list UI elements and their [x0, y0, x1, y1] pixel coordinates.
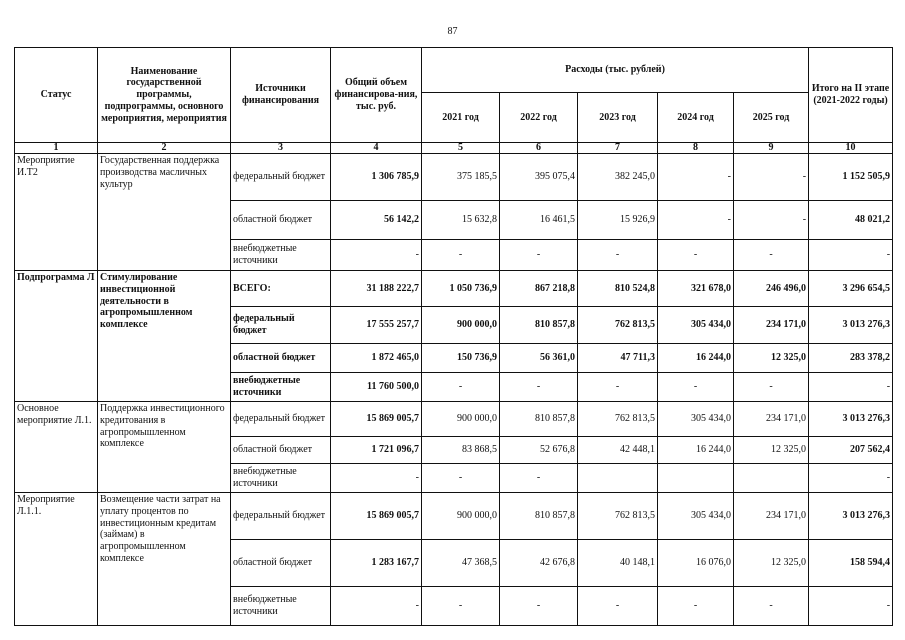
financing-table	[14, 47, 893, 626]
year-2021-cell: 900 000,0	[422, 307, 500, 344]
stage-total-cell: 3 013 276,3	[809, 493, 893, 540]
year-2023-cell: 382 245,0	[578, 154, 658, 201]
year-2021-cell: -	[422, 587, 500, 626]
year-2021-cell: 375 185,5	[422, 154, 500, 201]
total-cell: 1 721 096,7	[331, 437, 422, 464]
table-row	[15, 493, 893, 540]
total-cell: 1 872 465,0	[331, 344, 422, 373]
total-cell: -	[331, 587, 422, 626]
program-name-cell: Поддержка инвестиционного кредитования в агропромышленном комплексе	[98, 402, 231, 493]
year-2025-cell: -	[734, 154, 809, 201]
column-number: 2	[98, 143, 231, 154]
year-2022-cell: 810 857,8	[500, 493, 578, 540]
source-cell: федеральный бюджет	[231, 493, 331, 540]
table-row	[15, 271, 893, 307]
year-2024-cell: 305 434,0	[658, 402, 734, 437]
header-expenses: Расходы (тыс. рублей)	[422, 48, 809, 93]
header-program-name: Наименование государственной программы, подпрограммы, основного мероприятия, мероприятия	[98, 48, 231, 143]
total-cell: -	[331, 464, 422, 493]
year-2023-cell: 15 926,9	[578, 201, 658, 240]
year-2021-cell: 47 368,5	[422, 540, 500, 587]
year-2023-cell: 40 148,1	[578, 540, 658, 587]
program-name-cell: Государственная поддержка производства масличных культур	[98, 154, 231, 271]
year-2024-cell: -	[658, 587, 734, 626]
year-2024-cell: -	[658, 154, 734, 201]
source-cell: федеральный бюджет	[231, 402, 331, 437]
column-number: 3	[231, 143, 331, 154]
year-2021-cell: 900 000,0	[422, 493, 500, 540]
year-2021-cell: -	[422, 240, 500, 271]
year-2024-cell: 305 434,0	[658, 493, 734, 540]
year-2024-cell: -	[658, 240, 734, 271]
column-number-row	[15, 143, 893, 154]
year-2024-cell: 16 244,0	[658, 344, 734, 373]
column-number: 9	[734, 143, 809, 154]
year-2025-cell: 234 171,0	[734, 493, 809, 540]
header-row	[15, 48, 893, 93]
year-2025-cell: 12 325,0	[734, 437, 809, 464]
year-2024-cell	[658, 464, 734, 493]
header-year: 2021 год	[422, 93, 500, 143]
source-cell: областной бюджет	[231, 201, 331, 240]
page-number: 87	[447, 26, 458, 37]
table-row	[15, 154, 893, 201]
header-status: Статус	[15, 48, 98, 143]
source-cell: областной бюджет	[231, 437, 331, 464]
program-name-cell: Возмещение части затрат на уплату процентов по инвестиционным кредитам (займам) в агропромышленном комплексе	[98, 493, 231, 626]
year-2023-cell: -	[578, 240, 658, 271]
header-year: 2023 год	[578, 93, 658, 143]
year-2025-cell: 12 325,0	[734, 344, 809, 373]
year-2025-cell: -	[734, 587, 809, 626]
total-cell: 56 142,2	[331, 201, 422, 240]
year-2023-cell: -	[578, 373, 658, 402]
stage-total-cell: -	[809, 240, 893, 271]
year-2023-cell: 762 813,5	[578, 493, 658, 540]
year-2024-cell: -	[658, 201, 734, 240]
year-2025-cell: 234 171,0	[734, 307, 809, 344]
year-2022-cell: 16 461,5	[500, 201, 578, 240]
year-2021-cell: 83 868,5	[422, 437, 500, 464]
stage-total-cell: -	[809, 587, 893, 626]
header-total: Общий объем финансирова-ния, тыс. руб.	[331, 48, 422, 143]
total-cell: 17 555 257,7	[331, 307, 422, 344]
stage-total-cell: 158 594,4	[809, 540, 893, 587]
column-number: 1	[15, 143, 98, 154]
column-number: 7	[578, 143, 658, 154]
year-2023-cell: 810 524,8	[578, 271, 658, 307]
stage-total-cell: -	[809, 373, 893, 402]
stage-total-cell: 3 013 276,3	[809, 402, 893, 437]
year-2023-cell: 762 813,5	[578, 307, 658, 344]
header-year: 2024 год	[658, 93, 734, 143]
source-cell: областной бюджет	[231, 344, 331, 373]
source-cell: федеральный бюджет	[231, 307, 331, 344]
year-2024-cell: 16 244,0	[658, 437, 734, 464]
year-2021-cell: 15 632,8	[422, 201, 500, 240]
year-2024-cell: -	[658, 373, 734, 402]
year-2025-cell: -	[734, 240, 809, 271]
source-cell: областной бюджет	[231, 540, 331, 587]
table-row	[15, 402, 893, 437]
column-number: 4	[331, 143, 422, 154]
total-cell: 15 869 005,7	[331, 493, 422, 540]
year-2023-cell: 762 813,5	[578, 402, 658, 437]
status-cell: Мероприятие И.Т2	[15, 154, 98, 271]
year-2025-cell: -	[734, 373, 809, 402]
year-2022-cell: 395 075,4	[500, 154, 578, 201]
status-cell: Мероприятие Л.1.1.	[15, 493, 98, 626]
stage-total-cell: 48 021,2	[809, 201, 893, 240]
year-2024-cell: 16 076,0	[658, 540, 734, 587]
year-2021-cell: -	[422, 464, 500, 493]
year-2024-cell: 321 678,0	[658, 271, 734, 307]
year-2025-cell: 234 171,0	[734, 402, 809, 437]
year-2025-cell	[734, 464, 809, 493]
stage-total-cell: 3 013 276,3	[809, 307, 893, 344]
stage-total-cell: 283 378,2	[809, 344, 893, 373]
column-number: 8	[658, 143, 734, 154]
year-2025-cell: -	[734, 201, 809, 240]
total-cell: 11 760 500,0	[331, 373, 422, 402]
status-cell: Подпрограмма Л	[15, 271, 98, 402]
year-2022-cell: 810 857,8	[500, 307, 578, 344]
source-cell: внебюджетные источники	[231, 587, 331, 626]
stage-total-cell: 3 296 654,5	[809, 271, 893, 307]
header-year: 2025 год	[734, 93, 809, 143]
year-2024-cell: 305 434,0	[658, 307, 734, 344]
year-2022-cell: -	[500, 240, 578, 271]
source-cell: внебюджетные источники	[231, 373, 331, 402]
source-cell: внебюджетные источники	[231, 464, 331, 493]
year-2022-cell: -	[500, 587, 578, 626]
year-2023-cell: 42 448,1	[578, 437, 658, 464]
year-2021-cell: 900 000,0	[422, 402, 500, 437]
program-name-cell: Стимулирование инвестиционной деятельности в агропромышленном комплексе	[98, 271, 231, 402]
total-cell: -	[331, 240, 422, 271]
year-2022-cell: -	[500, 464, 578, 493]
year-2023-cell	[578, 464, 658, 493]
column-number: 5	[422, 143, 500, 154]
total-cell: 1 283 167,7	[331, 540, 422, 587]
stage-total-cell: -	[809, 464, 893, 493]
column-number: 10	[809, 143, 893, 154]
stage-total-cell: 207 562,4	[809, 437, 893, 464]
total-cell: 31 188 222,7	[331, 271, 422, 307]
year-2023-cell: 47 711,3	[578, 344, 658, 373]
year-2025-cell: 12 325,0	[734, 540, 809, 587]
year-2022-cell: 42 676,8	[500, 540, 578, 587]
header-stage-total: Итого на II этапе (2021-2022 годы)	[809, 48, 893, 143]
status-cell: Основное мероприятие Л.1.	[15, 402, 98, 493]
year-2022-cell: 52 676,8	[500, 437, 578, 464]
total-cell: 15 869 005,7	[331, 402, 422, 437]
year-2022-cell: 867 218,8	[500, 271, 578, 307]
year-2021-cell: 1 050 736,9	[422, 271, 500, 307]
year-2025-cell: 246 496,0	[734, 271, 809, 307]
year-2023-cell: -	[578, 587, 658, 626]
source-cell: федеральный бюджет	[231, 154, 331, 201]
year-2022-cell: 56 361,0	[500, 344, 578, 373]
header-year: 2022 год	[500, 93, 578, 143]
total-cell: 1 306 785,9	[331, 154, 422, 201]
source-cell: внебюджетные источники	[231, 240, 331, 271]
year-2022-cell: 810 857,8	[500, 402, 578, 437]
year-2022-cell: -	[500, 373, 578, 402]
source-cell: ВСЕГО:	[231, 271, 331, 307]
year-2021-cell: -	[422, 373, 500, 402]
column-number: 6	[500, 143, 578, 154]
year-2021-cell: 150 736,9	[422, 344, 500, 373]
stage-total-cell: 1 152 505,9	[809, 154, 893, 201]
header-sources: Источники финансирования	[231, 48, 331, 143]
